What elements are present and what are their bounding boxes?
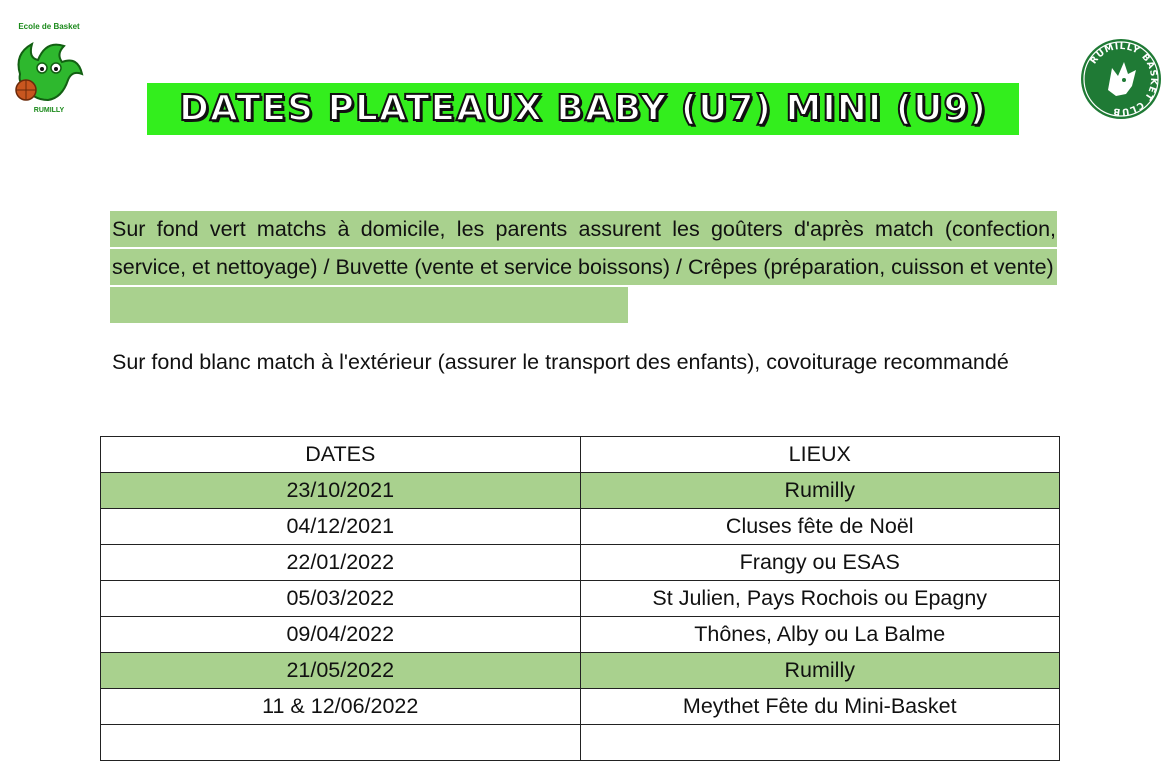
row-date: 21/05/2022 <box>101 653 581 689</box>
table-row <box>101 689 1060 725</box>
dragon-mascot-icon <box>12 34 86 108</box>
header-dates: DATES <box>101 437 581 473</box>
home-match-note: Sur fond vert matchs à domicile, les parents assurent les goûters d'après match (confection, service, et nettoyage) / Buvette (vente et service boissons) / Crêpes (préparation, cuisson et vente) <box>112 217 1056 279</box>
note-highlight-line-3 <box>110 287 628 323</box>
schedule-table <box>100 436 1060 761</box>
table-row <box>101 473 1060 509</box>
rumilly-basket-club-logo <box>1080 38 1162 120</box>
row-date: 11 & 12/06/2022 <box>101 689 581 725</box>
page-title: DATES PLATEAUX BABY (U7) MINI (U9) <box>179 88 987 129</box>
wolf-head-icon <box>1080 38 1162 120</box>
away-match-note: Sur fond blanc match à l'extérieur (assurer le transport des enfants), covoiturage recommandé <box>112 350 1009 374</box>
row-place: Cluses fête de Noël <box>580 509 1060 545</box>
table-row <box>101 617 1060 653</box>
logo-town: RUMILLY <box>33 107 65 114</box>
row-date: 22/01/2022 <box>101 545 581 581</box>
table-header-row <box>101 437 1060 473</box>
row-place: Thônes, Alby ou La Balme <box>580 617 1060 653</box>
header-lieux: LIEUX <box>580 437 1060 473</box>
row-place: St Julien, Pays Rochois ou Epagny <box>580 581 1060 617</box>
row-place <box>580 725 1060 761</box>
row-place: Frangy ou ESAS <box>580 545 1060 581</box>
row-place: Meythet Fête du Mini-Basket <box>580 689 1060 725</box>
row-place: Rumilly <box>580 653 1060 689</box>
title-banner <box>147 83 1019 135</box>
row-date: 05/03/2022 <box>101 581 581 617</box>
table-row <box>101 725 1060 761</box>
row-date: 23/10/2021 <box>101 473 581 509</box>
table-row <box>101 509 1060 545</box>
row-date: 09/04/2022 <box>101 617 581 653</box>
ecole-de-basket-logo <box>8 22 90 118</box>
table-row <box>101 653 1060 689</box>
table-row <box>101 581 1060 617</box>
row-date: 04/12/2021 <box>101 509 581 545</box>
logo-school-name: Ecole de Basket <box>18 22 80 31</box>
row-date <box>101 725 581 761</box>
svg-text:RUMILLY BASKET CLUB: RUMILLY BASKET CLUB <box>1088 41 1159 117</box>
row-place: Rumilly <box>580 473 1060 509</box>
table-row <box>101 545 1060 581</box>
